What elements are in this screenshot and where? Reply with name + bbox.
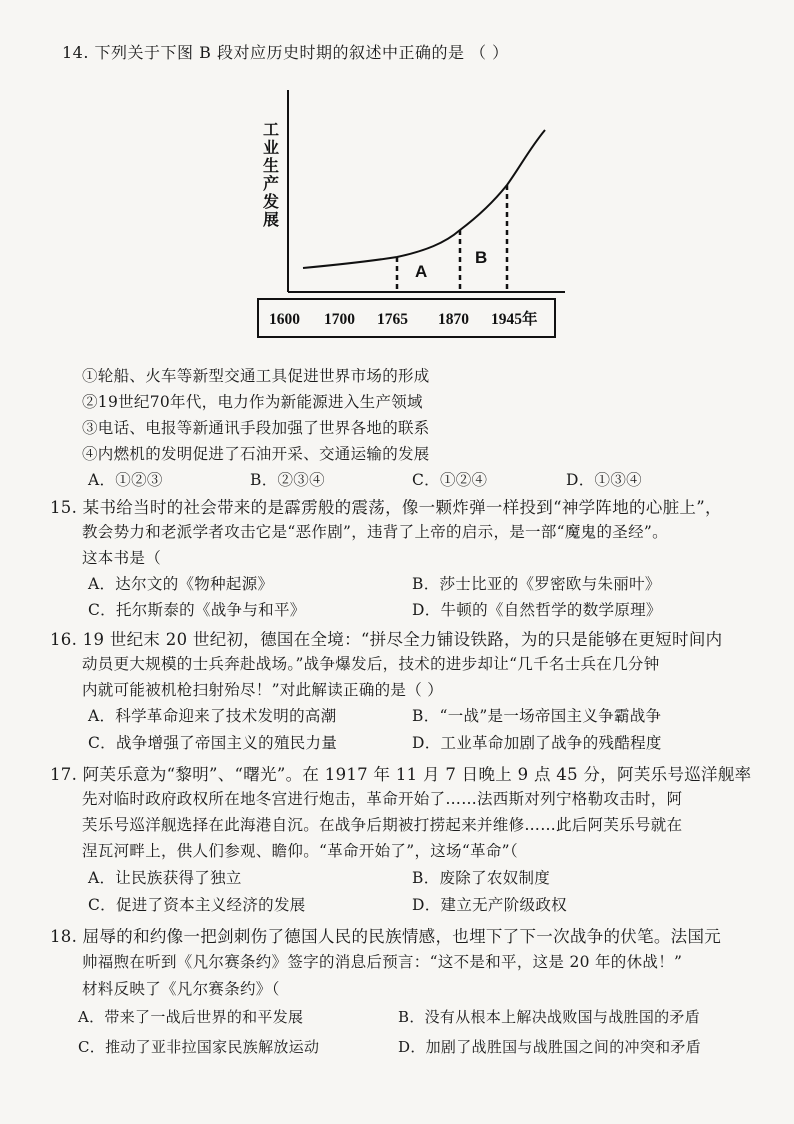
q16-line-3: 内就可能被机枪扫射殆尽！”对此解读正确的是（ ）: [82, 681, 444, 699]
q16-option-c[interactable]: C．战争增强了帝国主义的殖民力量: [88, 734, 338, 752]
segment-a-label: A: [415, 262, 428, 281]
q14-option-c[interactable]: C．①②④: [412, 471, 488, 489]
q16-line-1: 16. 19 世纪末 20 世纪初，德国在全境：“拼尽全力铺设铁路，为的只是能够在更短时间内: [50, 630, 723, 649]
q18-option-d[interactable]: D．加剧了战胜国与战胜国之间的冲突和矛盾: [398, 1038, 702, 1056]
year-label: 1700: [324, 311, 355, 328]
ylabel-char: 工: [263, 122, 280, 139]
ylabel-char: 展: [263, 212, 280, 229]
year-label: 1765: [377, 311, 408, 328]
q16-option-a[interactable]: A．科学革命迎来了技术发明的高潮: [88, 707, 337, 725]
q14-item-3: ③电话、电报等新通讯手段加强了世界各地的联系: [82, 419, 430, 437]
q18-line-1: 18. 屈辱的和约像一把剑刺伤了德国人民的民族情感，也埋下了下一次战争的伏笔。法国元: [50, 927, 722, 946]
q18-line-3: 材料反映了《凡尔赛条约》（: [82, 980, 280, 998]
q17-option-d[interactable]: D．建立无产阶级政权: [412, 896, 567, 914]
ylabel-char: 业: [263, 140, 280, 157]
q14-chart: [255, 85, 575, 345]
growth-curve: [303, 130, 545, 268]
q15-line-1: 15. 某书给当时的社会带来的是霹雳般的震荡，像一颗炸弹一样投到“神学阵地的心脏上”，: [50, 498, 722, 517]
q14-title: 14. 下列关于下图 B 段对应历史时期的叙述中正确的是 （ ）: [62, 43, 509, 62]
q14-item-1: ①轮船、火车等新型交通工具促进世界市场的形成: [82, 367, 430, 385]
q18-option-c[interactable]: C．推动了亚非拉国家民族解放运动: [78, 1038, 320, 1056]
q17-option-b[interactable]: B．废除了农奴制度: [412, 869, 551, 887]
q15-option-a[interactable]: A．达尔文的《物种起源》: [88, 575, 274, 593]
year-label: 1945年: [491, 311, 538, 328]
q15-option-d[interactable]: D．牛顿的《自然哲学的数学原理》: [412, 601, 662, 619]
ylabel-char: 生: [263, 158, 280, 175]
q14-option-d[interactable]: D．①③④: [566, 471, 642, 489]
q16-option-b[interactable]: B．“一战”是一场帝国主义争霸战争: [412, 707, 662, 725]
q14-option-a[interactable]: A．①②③: [88, 471, 163, 489]
q16-line-2: 动员更大规模的士兵奔赴战场。”战争爆发后，技术的进步却让“几千名士兵在几分钟: [82, 655, 660, 673]
q17-option-c[interactable]: C．促进了资本主义经济的发展: [88, 896, 306, 914]
ylabel-char: 产: [263, 176, 280, 193]
q18-option-b[interactable]: B．没有从根本上解决战败国与战胜国的矛盾: [398, 1008, 701, 1026]
q15-line-2: 教会势力和老派学者攻击它是“恶作剧”，违背了上帝的启示，是一部“魔鬼的圣经”。: [82, 523, 668, 541]
q17-line-3: 芙乐号巡洋舰选择在此海港自沉。在战争后期被打捞起来并维修……此后阿芙乐号就在: [82, 816, 683, 834]
q17-line-2: 先对临时政府政权所在地冬宫进行炮击，革命开始了……法西斯对列宁格勒攻击时，阿: [82, 790, 683, 808]
q17-option-a[interactable]: A．让民族获得了独立: [88, 869, 242, 887]
q16-option-d[interactable]: D．工业革命加剧了战争的残酷程度: [412, 734, 662, 752]
q15-option-c[interactable]: C．托尔斯泰的《战争与和平》: [88, 601, 306, 619]
q14-item-4: ④内燃机的发明促进了石油开采、交通运输的发展: [82, 445, 430, 463]
q18-option-a[interactable]: A．带来了一战后世界的和平发展: [78, 1008, 304, 1026]
q14-item-2: ②19世纪70年代，电力作为新能源进入生产领域: [82, 393, 423, 411]
year-label: 1870: [438, 311, 469, 328]
ylabel-char: 发: [263, 194, 280, 211]
q14-option-b[interactable]: B．②③④: [250, 471, 325, 489]
q15-option-b[interactable]: B．莎士比亚的《罗密欧与朱丽叶》: [412, 575, 661, 593]
q15-line-3: 这本书是（: [82, 549, 162, 567]
q17-line-4: 涅瓦河畔上，供人们参观、瞻仰。“革命开始了”，这场“革命”（: [82, 842, 518, 860]
q18-line-2: 帅福煦在听到《凡尔赛条约》签字的消息后预言：“这不是和平，这是 20 年的休战！”: [82, 953, 683, 971]
segment-b-label: B: [475, 248, 488, 267]
year-label: 1600: [269, 311, 300, 328]
q17-line-1: 17. 阿芙乐意为“黎明”、“曙光”。在 1917 年 11 月 7 日晚上 9 点 45 分，阿芙乐号巡洋舰率: [50, 765, 752, 784]
